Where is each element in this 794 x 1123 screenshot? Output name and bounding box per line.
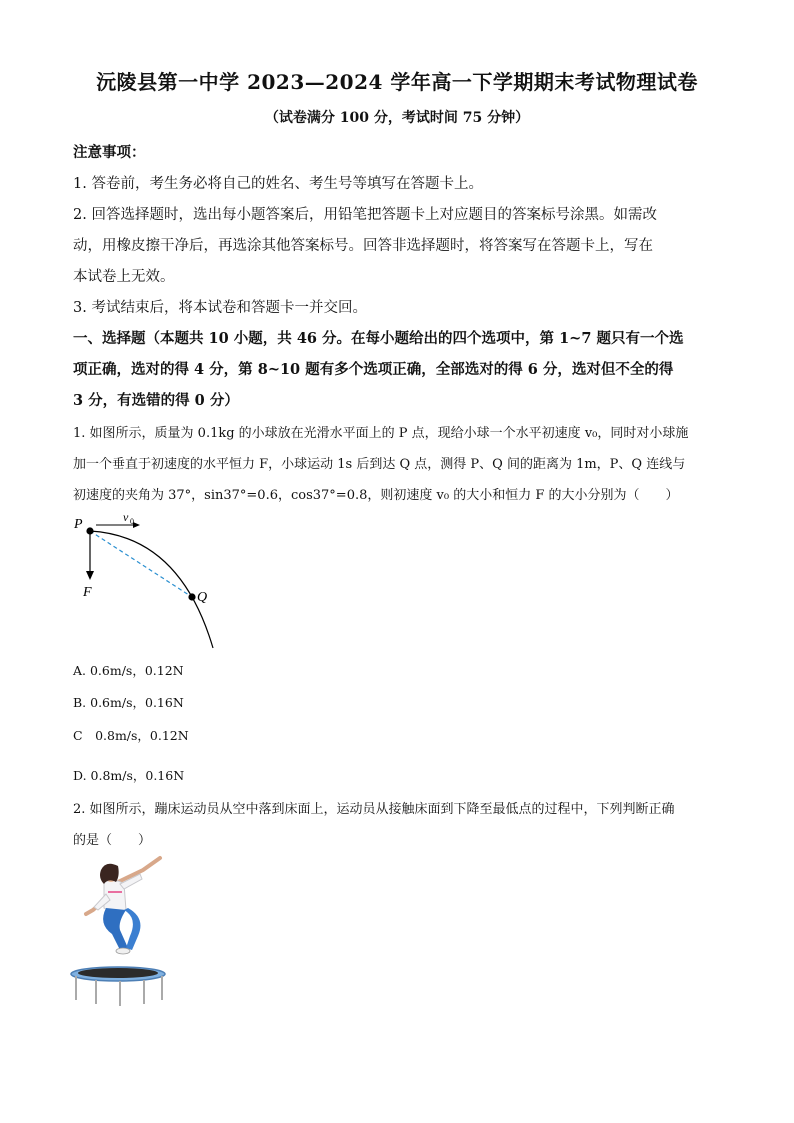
section-1-heading-line-2: 项正确，选对的得 4 分，第 8~10 题有多个选项正确，全部选对的得 6 分，选对但不全的得 bbox=[73, 361, 674, 378]
label-v0: v bbox=[123, 510, 129, 524]
question-2-line-2: 的是（ ） bbox=[73, 833, 152, 848]
note-item-3: 3. 考试结束后，将本试卷和答题卡一并交回。 bbox=[73, 300, 367, 316]
option-d: D. 0.8m/s，0.16N bbox=[73, 768, 185, 783]
velocity-arrowhead bbox=[133, 522, 140, 528]
trampoline-mat bbox=[78, 968, 158, 978]
section-1-heading-line-1: 一、选择题（本题共 10 小题，共 46 分。在每小题给出的四个选项中，第 1~7 题只有一个选 bbox=[73, 330, 684, 347]
question-1-figure bbox=[60, 508, 230, 653]
jumper-legs bbox=[103, 908, 128, 950]
note-item-2-line-1: 2. 回答选择题时，选出每小题答案后，用铅笔把答题卡上对应题目的答案标号涂黑。如需改 bbox=[73, 207, 657, 223]
jumper-shoes bbox=[116, 948, 130, 954]
question-1-line-1: 1. 如图所示，质量为 0.1kg 的小球放在光滑水平面上的 P 点，现给小球一个水平初速度 v₀，同时对小球施 bbox=[73, 426, 689, 441]
notes-heading: 注意事项： bbox=[73, 144, 146, 161]
label-q: Q bbox=[197, 590, 208, 605]
section-1-heading-line-3: 3 分，有选错的得 0 分） bbox=[73, 392, 239, 409]
jumper-leg-right bbox=[124, 908, 140, 950]
force-arrowhead bbox=[86, 571, 94, 580]
exam-title: 沅陵县第一中学 2023—2024 学年高一下学期期末考试物理试卷 bbox=[96, 70, 698, 94]
label-v0-subscript: 0 bbox=[130, 517, 134, 526]
option-a: A. 0.6m/s，0.12N bbox=[73, 663, 184, 678]
option-b: B. 0.6m/s，0.16N bbox=[73, 695, 184, 710]
label-p: P bbox=[74, 517, 83, 532]
pq-dashed-line bbox=[90, 531, 192, 597]
trampoline-jumper-illustration bbox=[68, 852, 178, 1012]
note-item-1: 1. 答卷前，考生务必将自己的姓名、考生号等填写在答题卡上。 bbox=[73, 176, 483, 192]
point-q-dot bbox=[188, 593, 195, 600]
note-item-2-line-3: 本试卷上无效。 bbox=[73, 269, 175, 285]
option-c: C 0.8m/s，0.12N bbox=[73, 728, 189, 743]
note-item-2-line-2: 动，用橡皮擦干净后，再选涂其他答案标号。回答非选择题时，将答案写在答题卡上，写在 bbox=[73, 238, 653, 254]
exam-subtitle: （试卷满分 100 分，考试时间 75 分钟） bbox=[264, 110, 530, 126]
question-1-line-2: 加一个垂直于初速度的水平恒力 F，小球运动 1s 后到达 Q 点，测得 P、Q 间的距离为 1m，P、Q 连线与 bbox=[73, 457, 686, 472]
point-p-dot bbox=[86, 527, 93, 534]
label-f: F bbox=[83, 585, 92, 600]
question-2-line-1: 2. 如图所示，蹦床运动员从空中落到床面上，运动员从接触床面到下降至最低点的过程中，下列判断正确 bbox=[73, 802, 675, 817]
trajectory-curve bbox=[90, 531, 213, 648]
question-1-line-3: 初速度的夹角为 37°，sin37°=0.6，cos37°=0.8，则初速度 v₀ 的大小和恒力 F 的大小分别为（ ） bbox=[73, 488, 679, 503]
